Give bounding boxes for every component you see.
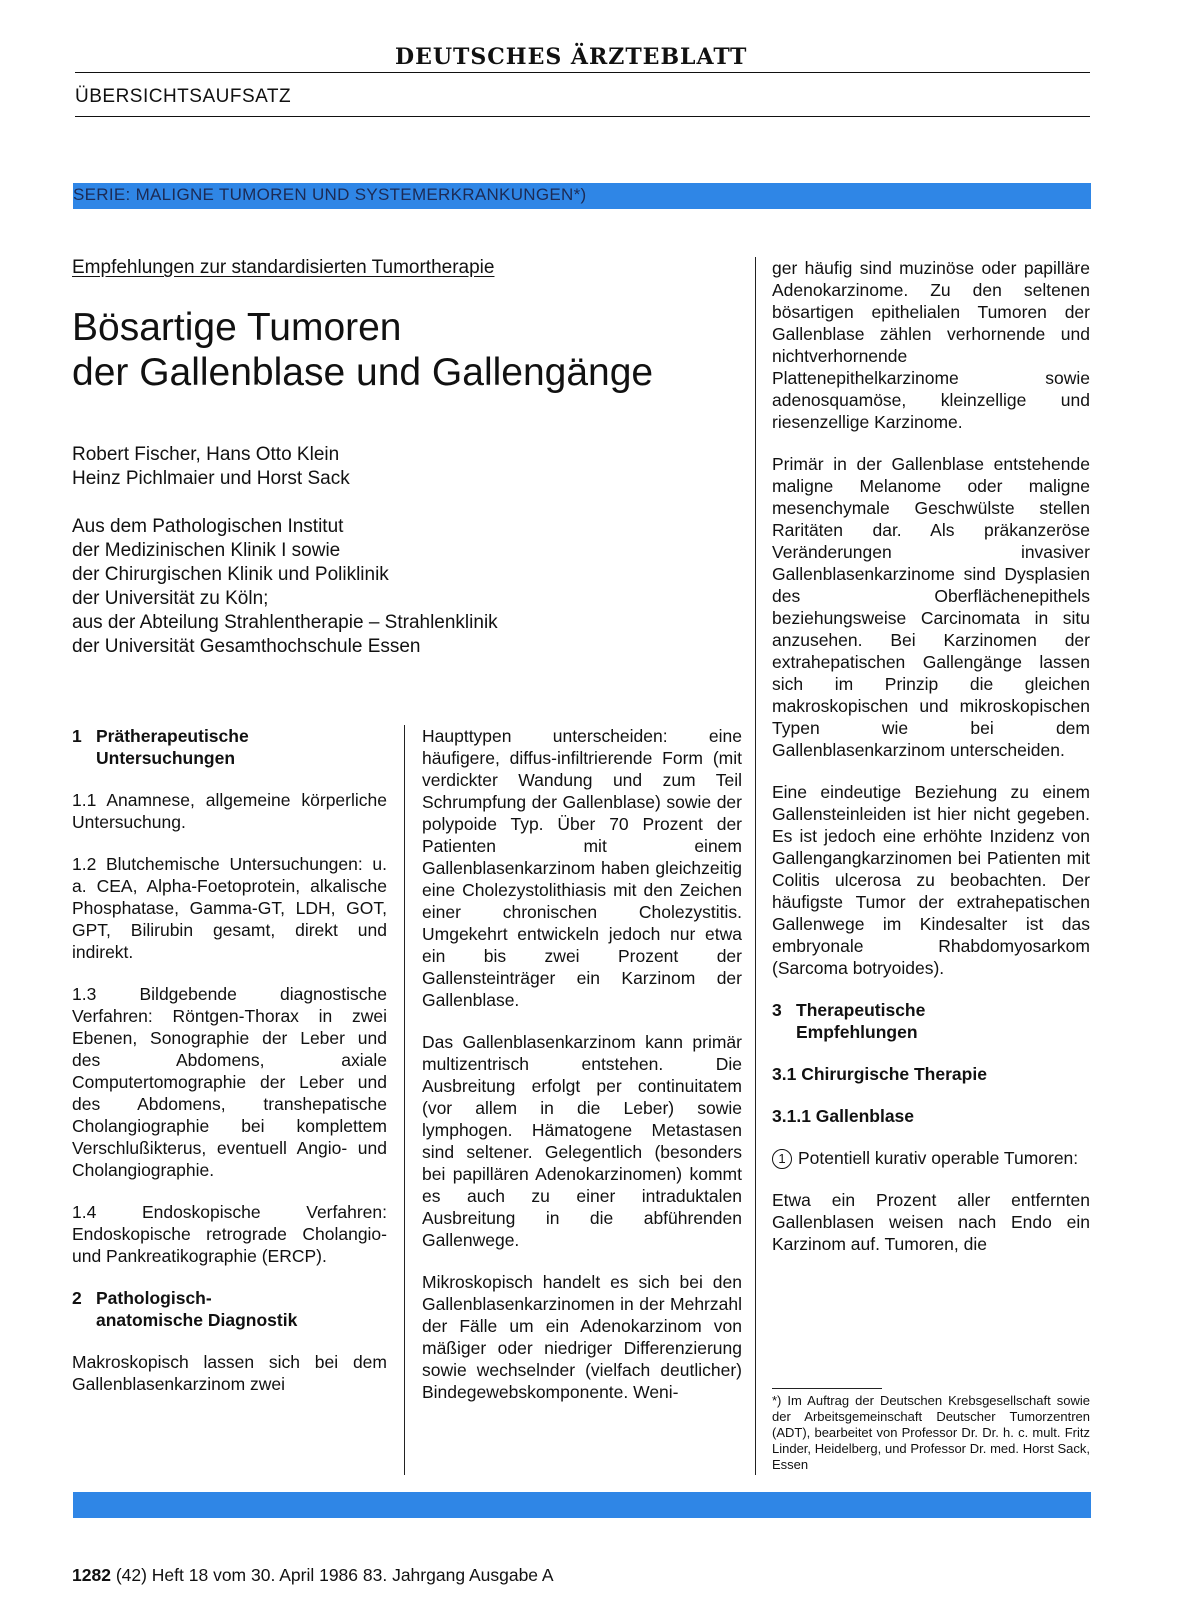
affiliation-line: Aus dem Pathologischen Institut — [72, 516, 344, 537]
series-title: SERIE: MALIGNE TUMOREN UND SYSTEMERKRANKUNGEN*) — [73, 185, 587, 204]
series-band — [73, 183, 1091, 209]
footnote: *) Im Auftrag der Deutschen Krebsgesellschaft sowie der Arbeitsgemeinschaft Deutscher Tumorzentren (ADT), bearbeitet von Professor Dr. Dr. h. c. mult. Fritz Linder, Heidelberg, und Professor Dr. med. Horst Sack, Essen — [772, 1393, 1090, 1472]
column-3 — [772, 257, 1090, 1275]
subsubsection-heading: 3.1.1 Gallenblase — [772, 1106, 915, 1126]
column-divider — [404, 725, 405, 1475]
authors — [72, 443, 350, 491]
paragraph: Mikroskopisch handelt es sich bei den Gallenblasenkarzinomen in der Mehrzahl der Fälle um ein Adenokarzinom von mäßiger oder niedriger Differenzierung sowie wechselnder (vielfach deutlicher) Bindegewebskomponente. Weni- — [422, 1272, 742, 1402]
paragraph: Eine eindeutige Beziehung zu einem Gallensteinleiden ist hier nicht gegeben. Es ist jedoch eine erhöhte Inzidenz von Gallengangkarzinomen bei Patienten mit Colitis ulcerosa zu beobachten. Der häufigste Tumor der extrahepatischen Gallenwege im Kindesalter ist das embryonale Rhabdomyosarkom (Sarcoma botryoides). — [772, 782, 1090, 978]
paragraph: Etwa ein Prozent aller entfernten Gallenblasen weisen nach Endo ein Karzinom auf. Tumoren, die — [772, 1190, 1090, 1254]
circled-number: 1 — [772, 1149, 792, 1169]
paragraph: Das Gallenblasenkarzinom kann primär multizentrisch entstehen. Die Ausbreitung erfolgt per continuitatem (vor allem in die Leber) sowie lymphogen. Hämatogene Metastasen sind seltener. Gelegentlich (besonders bei papillären Adenokarzinomen) kommt es auch zu einer intraduktalen Ausbreitung in die abführenden Gallenwege. — [422, 1032, 742, 1250]
affiliation-line: der Universität zu Köln; — [72, 588, 269, 609]
paragraph: 1 Potentiell kurativ operable Tumoren: — [772, 1147, 1090, 1169]
article-subtitle: Empfehlungen zur standardisierten Tumortherapie — [72, 257, 495, 278]
title-line-1: Bösartige Tumoren — [72, 306, 402, 349]
authors-line-2: Heinz Pichlmaier und Horst Sack — [72, 468, 350, 489]
paragraph: Makroskopisch lassen sich bei dem Gallenblasenkarzinom zwei — [72, 1352, 387, 1394]
affiliation-line: der Chirurgischen Klinik und Poliklinik — [72, 564, 389, 585]
footnote-rule — [772, 1388, 882, 1389]
title-line-2: der Gallenblase und Gallengänge — [72, 351, 654, 394]
paragraph: 1.4 Endoskopische Verfahren: Endoskopische retrograde Cholangio- und Pankreatikographie (ERCP). — [72, 1202, 387, 1266]
section-heading-1: 1 Prätherapeutische Untersuchungen — [72, 726, 249, 768]
affiliation-line: der Medizinischen Klinik I sowie — [72, 540, 341, 561]
paragraph: 1.2 Blutchemische Untersuchungen: u. a. CEA, Alpha-Foetoprotein, alkalische Phosphatase, Gamma-GT, LDH, GOT, GPT, Bilirubin gesamt, direkt und indirekt. — [72, 854, 387, 962]
affiliation-line: aus der Abteilung Strahlentherapie – Strahlenklinik — [72, 612, 498, 633]
issue-info: (42) Heft 18 vom 30. April 1986 83. Jahrgang Ausgabe A — [115, 1565, 554, 1585]
article-title — [72, 305, 653, 395]
paragraph: 1.3 Bildgebende diagnostische Verfahren: Röntgen-Thorax in zwei Ebenen, Sonographie der Leber und des Abdomens, axiale Computertomographie der Leber und des Abdomens, transhepatische Cholangiographie bei komplettem Verschlußikterus, eventuell Angio- und Cholangiographie. — [72, 984, 387, 1180]
masthead — [75, 44, 1090, 73]
affiliation-line: der Universität Gesamthochschule Essen — [72, 636, 421, 657]
page-info — [72, 1565, 554, 1586]
authors-line-1: Robert Fischer, Hans Otto Klein — [72, 444, 340, 465]
paragraph: Haupttypen unterscheiden: eine häufigere, diffus-infiltrierende Form (mit verdickter Wandung und zum Teil Schrumpfung der Gallenblase) sowie der polypoide Typ. Über 70 Prozent der Patienten mit einem Gallenblasenkarzinom haben gleichzeitig eine Cholezystolithiasis mit den Zeichen einer chronischen Cholezystitis. Umgekehrt entwickeln jedoch nur etwa ein bis zwei Prozent der Gallensteinträger ein Karzinom der Gallenblase. — [422, 726, 742, 1010]
subsection-heading: 3.1 Chirurgische Therapie — [772, 1064, 987, 1084]
page-number: 1282 — [72, 1565, 111, 1585]
paragraph: Primär in der Gallenblase entstehende maligne Melanome oder maligne mesenchymale Geschwülste stellen Raritäten dar. Als präkanzeröse Veränderungen invasiver Gallenblasenkarzinome sind Dysplasien des Oberflächenepithels beziehungsweise Carcinomata in situ anzusehen. Bei Karzinomen der extrahepatischen Gallengänge lassen sich im Prinzip die gleichen makroskopischen und mikroskopischen Typen wie bei dem Gallenblasenkarzinom unterscheiden. — [772, 454, 1090, 760]
column-divider — [755, 257, 756, 1475]
section-heading-2: 2 Pathologisch- anatomische Diagnostik — [72, 1288, 298, 1330]
footer-band — [73, 1492, 1091, 1518]
journal-title: DEUTSCHES ÄRZTEBLATT — [395, 44, 748, 70]
section-label: ÜBERSICHTSAUFSATZ — [75, 86, 1090, 117]
affiliation — [72, 515, 498, 659]
column-1 — [72, 725, 387, 1415]
paragraph: 1.1 Anamnese, allgemeine körperliche Untersuchung. — [72, 790, 387, 832]
paragraph: ger häufig sind muzinöse oder papilläre Adenokarzinome. Zu den seltenen bösartigen epithelialen Tumoren der Gallenblase zählen verhornende und nichtverhornende Plattenepithelkarzinome sowie adenosquamöse, kleinzellige und riesenzellige Karzinome. — [772, 258, 1090, 432]
column-2 — [422, 725, 742, 1423]
section-heading-3: 3 Therapeutische Empfehlungen — [772, 1000, 926, 1042]
